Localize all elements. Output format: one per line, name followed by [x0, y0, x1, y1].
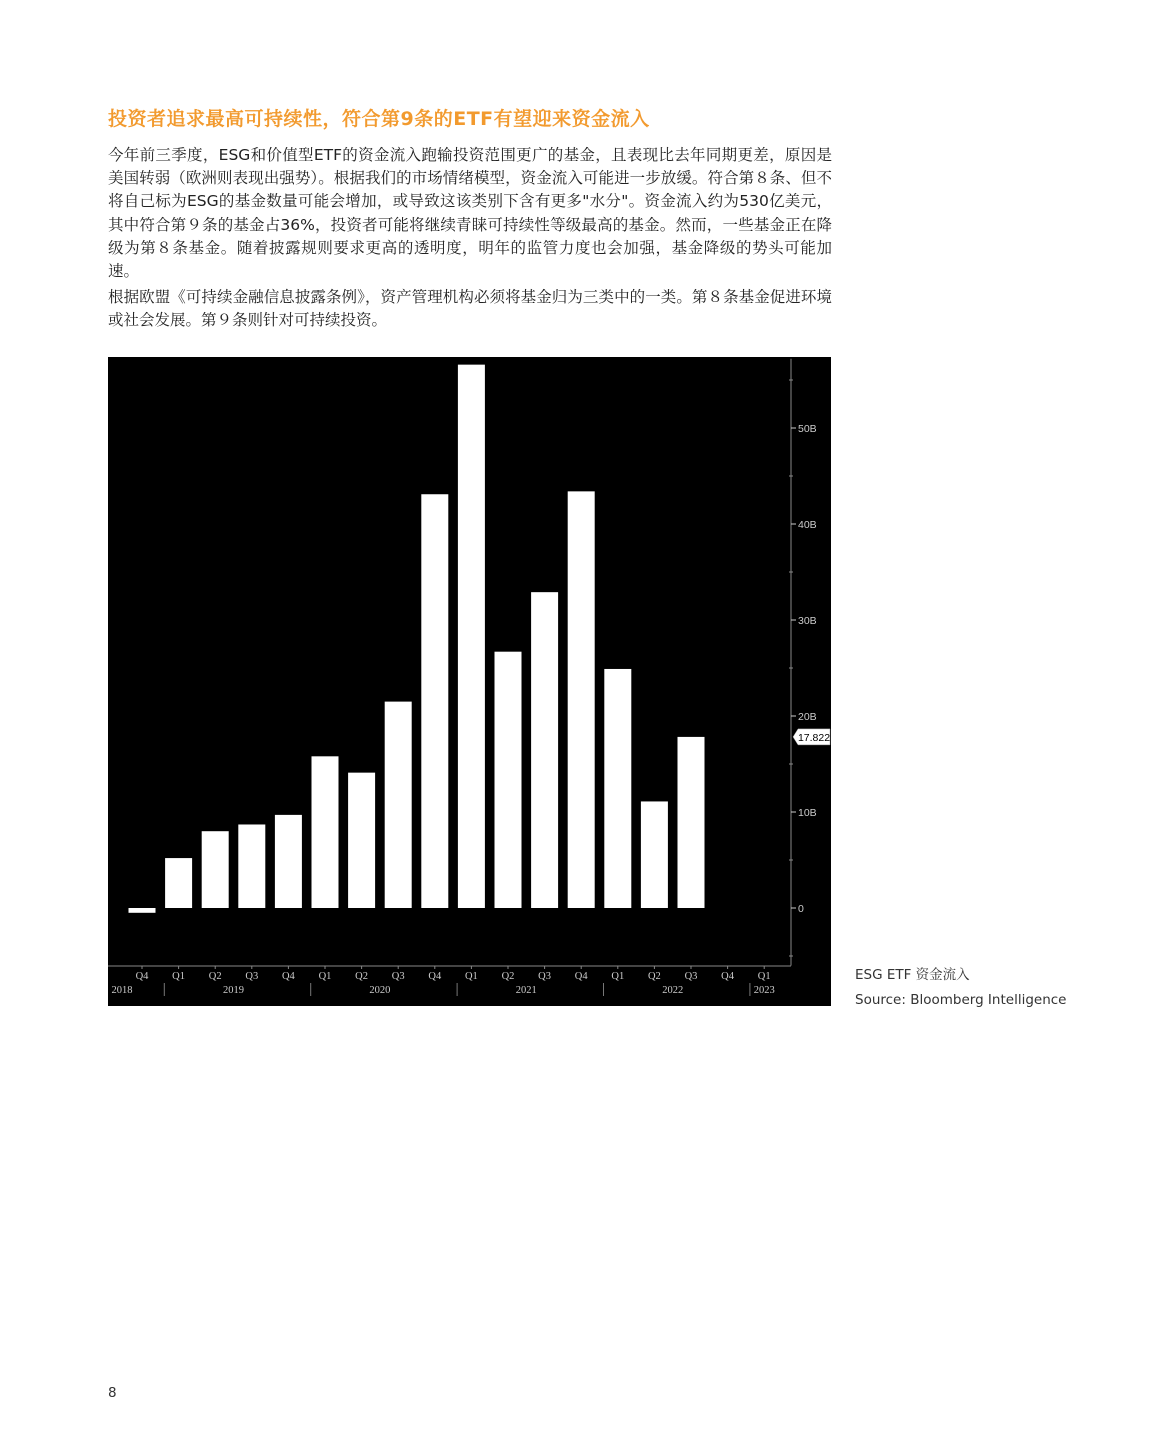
chart-caption-source: Source: Bloomberg Intelligence	[855, 992, 1067, 1008]
x-tick-label: Q3	[684, 971, 698, 982]
y-tick-label: 50B	[798, 423, 817, 435]
x-tick-label: Q4	[281, 971, 295, 982]
bar	[495, 652, 522, 908]
x-tick-label: Q2	[647, 971, 661, 982]
x-tick-label: Q1	[757, 971, 771, 982]
body-paragraph-1: 今年前三季度，ESG和价值型ETF的资金流入跑输投资范围更广的基金，且表现比去年同期更差，原因是美国转弱（欧洲则表现出强势）。根据我们的市场情绪模型，资金流入可能进一步放缓。符合第８条、但不将自己标为ESG的基金数量可能会增加，或导致这该类别下含有更多"水分"。资金流入约为530亿美元，其中符合第９条的基金占36%，投资者可能将继续青睐可持续性等级最高的基金。然而，一些基金正在降级为第８条基金。随着披露规则要求更高的透明度，明年的监管力度也会加强，基金降级的势头可能加速。	[108, 146, 832, 281]
x-tick-label: Q2	[355, 971, 369, 982]
x-tick-label: Q2	[501, 971, 515, 982]
x-tick-label: Q3	[538, 971, 552, 982]
x-tick-label: Q1	[464, 971, 478, 982]
year-label: 2023	[753, 985, 775, 996]
x-tick-label: Q1	[318, 971, 332, 982]
x-tick-label: Q3	[391, 971, 405, 982]
y-tick-label: 10B	[798, 807, 817, 819]
y-tick-label: 40B	[798, 519, 817, 531]
bar	[421, 494, 448, 908]
bar	[348, 773, 375, 908]
bar	[604, 669, 631, 908]
bar	[238, 824, 265, 908]
y-tick-label: 20B	[798, 711, 817, 723]
body-paragraph-2: 根据欧盟《可持续金融信息披露条例》，资产管理机构必须将基金归为三类中的一类。第８条基金促进环境或社会发展。第９条则针对可持续投资。	[108, 288, 832, 330]
esg-etf-flows-chart	[108, 357, 831, 1006]
bar	[678, 737, 705, 908]
x-tick-label: Q1	[172, 971, 186, 982]
x-tick-label: Q4	[135, 971, 149, 982]
chart-caption-title: ESG ETF 资金流入	[855, 967, 970, 983]
year-label: 2022	[662, 985, 684, 996]
x-tick-label: Q4	[574, 971, 588, 982]
section-heading: 投资者追求最高可持续性，符合第9条的ETF有望迎来资金流入	[108, 108, 650, 130]
bar	[531, 592, 558, 908]
x-tick-label: Q1	[611, 971, 625, 982]
x-tick-label: Q4	[721, 971, 735, 982]
x-tick-label: Q4	[428, 971, 442, 982]
year-label: 2020	[369, 985, 391, 996]
bar	[641, 801, 668, 908]
bar	[385, 702, 412, 908]
chart-canvas	[108, 357, 831, 1006]
bar	[202, 831, 229, 908]
page-number: 8	[108, 1385, 117, 1401]
bar	[129, 908, 156, 913]
y-tick-label: 0	[798, 903, 804, 915]
bar	[312, 756, 339, 908]
last-value-label: 17.822	[797, 731, 831, 744]
y-tick-label: 30B	[798, 615, 817, 627]
bar	[568, 491, 595, 908]
x-tick-label: Q2	[208, 971, 222, 982]
bar	[458, 365, 485, 908]
bar	[165, 858, 192, 908]
year-label: 2018	[111, 985, 133, 996]
bar	[275, 815, 302, 908]
year-label: 2021	[515, 985, 537, 996]
year-label: 2019	[223, 985, 244, 996]
x-tick-label: Q3	[245, 971, 259, 982]
